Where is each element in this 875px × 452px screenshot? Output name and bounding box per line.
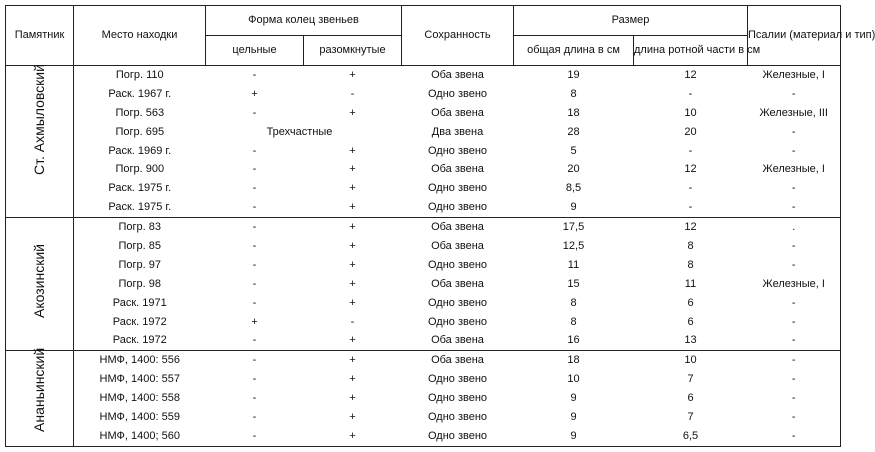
table-row (6, 313, 841, 332)
cell-open: + (349, 144, 356, 157)
cell-preservation: Оба звена (431, 106, 484, 119)
table-body (6, 66, 841, 447)
cell-mouth-length: 10 (684, 106, 697, 119)
cell-solid: - (252, 144, 257, 157)
cell-psalii: Железные, I (762, 163, 825, 176)
cell-psalii: - (791, 87, 796, 100)
table-row (6, 218, 841, 237)
cell-total-length: 9 (570, 411, 577, 424)
cell-mouth-length: 8 (687, 240, 694, 252)
cell-open: + (349, 68, 356, 81)
cell-find-place: Погр. 695 (115, 125, 165, 138)
cell-psalii: - (791, 125, 796, 138)
cell-preservation: Одно звено (427, 411, 488, 424)
cell-mouth-length: - (688, 87, 693, 100)
cell-solid: - (252, 221, 257, 234)
cell-total-length: 19 (567, 68, 580, 81)
cell-total-length: 18 (567, 354, 580, 367)
cell-preservation: Одно звено (427, 315, 488, 328)
cell-total-length: 11 (567, 258, 580, 271)
cell-preservation: Одно звено (402, 427, 514, 447)
cell-mouth-length: 7 (687, 411, 694, 424)
cell-find-place: НМФ, 1400: 556 (99, 354, 180, 367)
cell-preservation: Оба звена (431, 277, 484, 290)
header-find-place: Место находки (74, 6, 206, 66)
cell-total-length: 17,5 (562, 221, 585, 234)
cell-psalii: - (791, 392, 796, 405)
cell-open: + (304, 427, 402, 447)
cell-total-length: 9 (570, 392, 577, 405)
table-row (6, 408, 841, 427)
cell-mouth-length: 13 (634, 332, 748, 351)
cell-mouth-length: 8 (687, 258, 694, 271)
cell-solid: - (252, 373, 257, 386)
cell-find-place: Раск. 1969 г. (108, 144, 172, 157)
cell-preservation: Одно звено (402, 198, 514, 217)
cell-total-length: 9 (514, 427, 634, 447)
cell-solid (206, 123, 333, 142)
cell-total-length: 5 (570, 144, 577, 157)
header-total-length: общая длина в см (514, 36, 634, 66)
cell-solid: - (252, 163, 257, 176)
cell-preservation: Оба звена (431, 163, 484, 176)
cell-find-place: Погр. 110 (115, 68, 164, 81)
cell-psalii: - (791, 411, 796, 424)
monument-name: Ст. Ахмыловский (31, 64, 47, 176)
cell-solid: - (252, 277, 257, 290)
table-row (6, 142, 841, 161)
cell-find-place: Погр. 97 (118, 258, 161, 271)
cell-preservation: Одно звено (427, 144, 488, 157)
cell-mouth-length: 12 (684, 221, 697, 234)
table-row (6, 294, 841, 313)
table-row (6, 198, 841, 217)
cell-find-place: НМФ, 1400: 557 (99, 373, 180, 386)
cell-psalii: Железные, I (762, 277, 825, 290)
cell-total-length: 20 (567, 163, 580, 176)
cell-find-place: Погр. 563 (115, 106, 165, 119)
cell-mouth-length: 6,5 (634, 427, 748, 447)
cell-psalii: Железные, I (762, 68, 825, 81)
cell-preservation: Оба звена (431, 354, 484, 367)
cell-mouth-length: 6 (687, 296, 694, 309)
header-ring-form: Форма колец звеньев (206, 6, 402, 36)
cell-psalii: - (791, 240, 796, 252)
cell-solid: - (252, 258, 257, 271)
cell-total-length: 8 (570, 296, 577, 309)
cell-solid: - (206, 427, 304, 447)
cell-open: + (349, 277, 356, 290)
table-row (6, 370, 841, 389)
cell-solid: - (252, 392, 257, 405)
cell-total-length: 8 (570, 87, 577, 100)
cell-open: + (349, 258, 356, 271)
three-part-note: Трехчастные (266, 125, 333, 138)
cell-preservation: Оба звена (431, 68, 484, 81)
cell-open: + (349, 240, 356, 252)
monument-cell (6, 218, 74, 351)
cell-find-place: Погр. 85 (118, 240, 161, 252)
cell-mouth-length: 6 (687, 392, 694, 405)
cell-find-place: Раск. 1975 г. (108, 182, 172, 195)
cell-mouth-length: 20 (684, 125, 697, 138)
cell-psalii: - (791, 144, 796, 157)
cell-solid: - (206, 198, 304, 217)
cell-find-place: Раск. 1971 (112, 296, 167, 309)
table-row (6, 123, 841, 142)
table-row (6, 351, 841, 370)
cell-mouth-length: - (688, 144, 693, 157)
cell-solid: - (252, 106, 257, 119)
cell-psalii: Железные, III (759, 106, 828, 119)
cell-solid: - (252, 240, 257, 252)
cell-solid: - (252, 68, 257, 81)
table-row (6, 85, 841, 104)
cell-total-length: 18 (567, 106, 580, 119)
table-row (6, 256, 841, 275)
cell-mouth-length: 6 (687, 315, 694, 328)
cell-mouth-length: 10 (684, 354, 697, 367)
cell-solid: - (252, 411, 257, 424)
cell-open: + (349, 182, 356, 195)
cell-solid: - (252, 182, 257, 195)
header-monument: Памятник (6, 6, 74, 66)
header-solid: цельные (206, 36, 304, 66)
cell-psalii: - (791, 296, 796, 309)
cell-total-length: 9 (514, 198, 634, 217)
table-row (6, 66, 841, 85)
monument-cell (6, 66, 74, 218)
cell-total-length: 28 (567, 125, 580, 138)
cell-open: + (349, 373, 356, 386)
monument-name: Акозинский (31, 243, 47, 318)
cell-open: - (350, 315, 355, 328)
cell-psalii: - (791, 315, 796, 328)
table-row (6, 160, 841, 179)
cell-total-length: 8 (570, 315, 577, 328)
cell-open: + (349, 163, 356, 176)
cell-open: + (349, 296, 356, 309)
table-row (6, 237, 841, 256)
table-row (6, 389, 841, 408)
cell-total-length: 16 (514, 332, 634, 351)
cell-find-place: Раск. 1975 г. (74, 198, 206, 217)
header-mouth-length: длина ротной части в см (634, 36, 748, 66)
cell-find-place: НМФ, 1400; 560 (74, 427, 206, 447)
cell-find-place: Погр. 98 (118, 277, 161, 290)
cell-preservation: Одно звено (427, 296, 488, 309)
cell-solid: + (251, 315, 258, 328)
table-row (6, 332, 841, 351)
cell-open: + (304, 332, 402, 351)
cell-psalii: - (791, 354, 796, 367)
cell-mouth-length: 12 (684, 163, 697, 176)
cell-open: + (349, 221, 356, 234)
cell-preservation: Оба звена (431, 221, 484, 234)
header-size: Размер (514, 6, 748, 36)
cell-preservation: Одно звено (427, 373, 488, 386)
cell-psalii: . (792, 221, 796, 234)
cell-psalii: - (791, 182, 796, 195)
cell-preservation: Два звена (431, 125, 484, 138)
table-row (6, 275, 841, 294)
cell-psalii: - (791, 373, 796, 386)
table-row (6, 179, 841, 198)
cell-mouth-length: 7 (687, 373, 694, 386)
cell-psalii: - (748, 427, 841, 447)
cell-total-length: 8,5 (565, 182, 582, 195)
cell-preservation: Оба звена (431, 240, 484, 252)
cell-open: + (349, 392, 356, 405)
cell-find-place: Погр. 900 (115, 163, 165, 176)
header-psalii: Псалии (материал и тип) (748, 6, 841, 66)
header-preservation: Сохранность (402, 6, 514, 66)
cell-find-place: Раск. 1972 (74, 332, 206, 351)
cell-psalii: - (748, 198, 841, 217)
monument-cell (6, 348, 74, 447)
cell-mouth-length: 11 (684, 277, 697, 290)
cell-mouth-length: 12 (684, 68, 697, 81)
cell-find-place: НМФ, 1400: 558 (99, 392, 180, 405)
cell-solid: - (252, 296, 257, 309)
bridle-bits-table (5, 5, 875, 447)
cell-solid: - (252, 354, 257, 367)
cell-find-place: Раск. 1967 г. (108, 87, 172, 100)
cell-open: + (349, 106, 356, 119)
cell-find-place: НМФ, 1400: 559 (99, 411, 180, 424)
cell-total-length: 12,5 (562, 240, 585, 252)
monument-name: Ананьинский (31, 348, 47, 433)
cell-find-place: Погр. 83 (118, 221, 161, 234)
cell-total-length: 10 (567, 373, 580, 386)
cell-solid: + (251, 87, 258, 100)
cell-open: - (350, 87, 355, 100)
cell-total-length: 15 (567, 277, 580, 290)
cell-psalii: - (748, 332, 841, 351)
cell-open: + (304, 198, 402, 217)
cell-find-place: Раск. 1972 (112, 315, 167, 328)
cell-solid: - (206, 332, 304, 351)
cell-mouth-length: - (634, 198, 748, 217)
table-row (6, 104, 841, 123)
cell-psalii: - (791, 258, 796, 271)
cell-mouth-length: - (688, 182, 693, 195)
cell-open: + (349, 354, 356, 367)
table-row (6, 427, 841, 447)
cell-preservation: Одно звено (427, 182, 488, 195)
cell-preservation: Оба звена (402, 332, 514, 351)
cell-preservation: Одно звено (427, 392, 488, 405)
cell-open: + (349, 411, 356, 424)
header-open: разомкнутые (304, 36, 402, 66)
cell-preservation: Одно звено (427, 87, 488, 100)
cell-preservation: Одно звено (427, 258, 488, 271)
